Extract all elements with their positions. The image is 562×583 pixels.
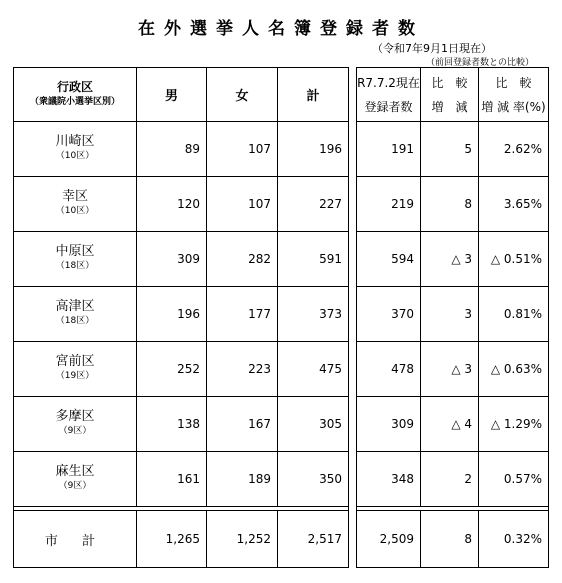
diff-rate: △ 1.29% — [479, 397, 549, 452]
female-header: 女 — [207, 68, 278, 122]
total-count: 196 — [278, 122, 349, 177]
female-count: 189 — [207, 452, 278, 507]
diff-count: △ 3 — [421, 232, 479, 287]
male-count: 309 — [137, 232, 207, 287]
right-header-row — [357, 68, 549, 122]
ward-district: （10区） — [55, 206, 95, 216]
total-count: 305 — [278, 397, 349, 452]
table-row — [357, 452, 549, 507]
total-row — [14, 511, 349, 568]
ward-name: 幸区 — [61, 189, 88, 204]
total-row — [357, 511, 549, 568]
total-label: 市 計 — [14, 511, 137, 568]
prev-count: 478 — [357, 342, 421, 397]
table-row — [357, 232, 549, 287]
prev-count: 309 — [357, 397, 421, 452]
table-row — [357, 287, 549, 342]
male-count: 161 — [137, 452, 207, 507]
total-male: 1,265 — [137, 511, 207, 568]
rate-header — [479, 68, 549, 122]
table-row — [14, 452, 349, 507]
prev-count: 219 — [357, 177, 421, 232]
comparison-table — [356, 67, 549, 568]
total-total: 2,517 — [278, 511, 349, 568]
diff-rate: 0.81% — [479, 287, 549, 342]
male-count: 89 — [137, 122, 207, 177]
comparison-note: （前回登録者数との比較） — [425, 58, 534, 68]
male-count: 120 — [137, 177, 207, 232]
diff-count: 8 — [421, 177, 479, 232]
diff-count: △ 3 — [421, 342, 479, 397]
prev-count-header-line1: R7.7.2現在 — [357, 75, 420, 90]
diff-rate: 0.57% — [479, 452, 549, 507]
diff-count: 5 — [421, 122, 479, 177]
table-row — [357, 177, 549, 232]
ward-name: 高津区 — [55, 299, 95, 314]
table-row — [14, 287, 349, 342]
male-count: 196 — [137, 287, 207, 342]
rate-header-line2: 増 減 率(%) — [481, 99, 546, 114]
female-count: 167 — [207, 397, 278, 452]
female-count: 107 — [207, 122, 278, 177]
table-row — [14, 177, 349, 232]
male-header: 男 — [137, 68, 207, 122]
table-row — [357, 122, 549, 177]
left-header-row — [14, 68, 349, 122]
female-count: 223 — [207, 342, 278, 397]
diff-rate: △ 0.63% — [479, 342, 549, 397]
diff-header — [421, 68, 479, 122]
female-count: 107 — [207, 177, 278, 232]
table-row — [357, 397, 549, 452]
female-count: 282 — [207, 232, 278, 287]
ward-name: 多摩区 — [55, 409, 95, 424]
total-header: 計 — [278, 68, 349, 122]
ward-district: （10区） — [55, 151, 95, 161]
page-title: 在外選挙人名簿登録者数 — [138, 19, 424, 39]
total-count: 227 — [278, 177, 349, 232]
ward-name: 中原区 — [55, 244, 95, 259]
table-row — [14, 342, 349, 397]
female-count: 177 — [207, 287, 278, 342]
diff-rate: 3.65% — [479, 177, 549, 232]
total-count: 373 — [278, 287, 349, 342]
ward-district: （19区） — [55, 371, 95, 381]
ward-header-label: 行政区 — [56, 79, 93, 94]
ward-cell — [14, 177, 137, 232]
ward-name: 宮前区 — [55, 354, 95, 369]
registrants-table — [13, 67, 349, 568]
diff-rate: △ 0.51% — [479, 232, 549, 287]
total-count: 475 — [278, 342, 349, 397]
ward-cell — [14, 342, 137, 397]
ward-district: （9区） — [58, 426, 92, 436]
ward-cell — [14, 287, 137, 342]
table-row — [14, 232, 349, 287]
ward-header-sublabel: （衆議院小選挙区別） — [29, 96, 120, 107]
total-count: 591 — [278, 232, 349, 287]
table-row — [357, 342, 549, 397]
as-of-date: （令和7年9月1日現在） — [372, 42, 492, 55]
rate-header-line1: 比 較 — [495, 75, 532, 90]
male-count: 252 — [137, 342, 207, 397]
prev-count: 348 — [357, 452, 421, 507]
total-count: 350 — [278, 452, 349, 507]
ward-name: 麻生区 — [55, 464, 95, 479]
ward-district: （9区） — [58, 481, 92, 491]
ward-cell — [14, 397, 137, 452]
ward-cell — [14, 122, 137, 177]
ward-district: （18区） — [55, 316, 95, 326]
prev-count: 594 — [357, 232, 421, 287]
diff-count: △ 4 — [421, 397, 479, 452]
diff-count: 3 — [421, 287, 479, 342]
ward-cell — [14, 232, 137, 287]
prev-count: 370 — [357, 287, 421, 342]
table-row — [14, 397, 349, 452]
total-prev: 2,509 — [357, 511, 421, 568]
ward-district: （18区） — [55, 261, 95, 271]
diff-header-line2: 増 減 — [431, 99, 468, 114]
ward-header — [14, 68, 137, 122]
total-rate: 0.32% — [479, 511, 549, 568]
diff-header-line1: 比 較 — [431, 75, 468, 90]
male-count: 138 — [137, 397, 207, 452]
total-female: 1,252 — [207, 511, 278, 568]
total-diff: 8 — [421, 511, 479, 568]
diff-rate: 2.62% — [479, 122, 549, 177]
table-row — [14, 122, 349, 177]
ward-cell — [14, 452, 137, 507]
prev-count-header-line2: 登録者数 — [364, 99, 413, 114]
diff-count: 2 — [421, 452, 479, 507]
prev-count-header — [357, 68, 421, 122]
prev-count: 191 — [357, 122, 421, 177]
ward-name: 川崎区 — [55, 134, 95, 149]
